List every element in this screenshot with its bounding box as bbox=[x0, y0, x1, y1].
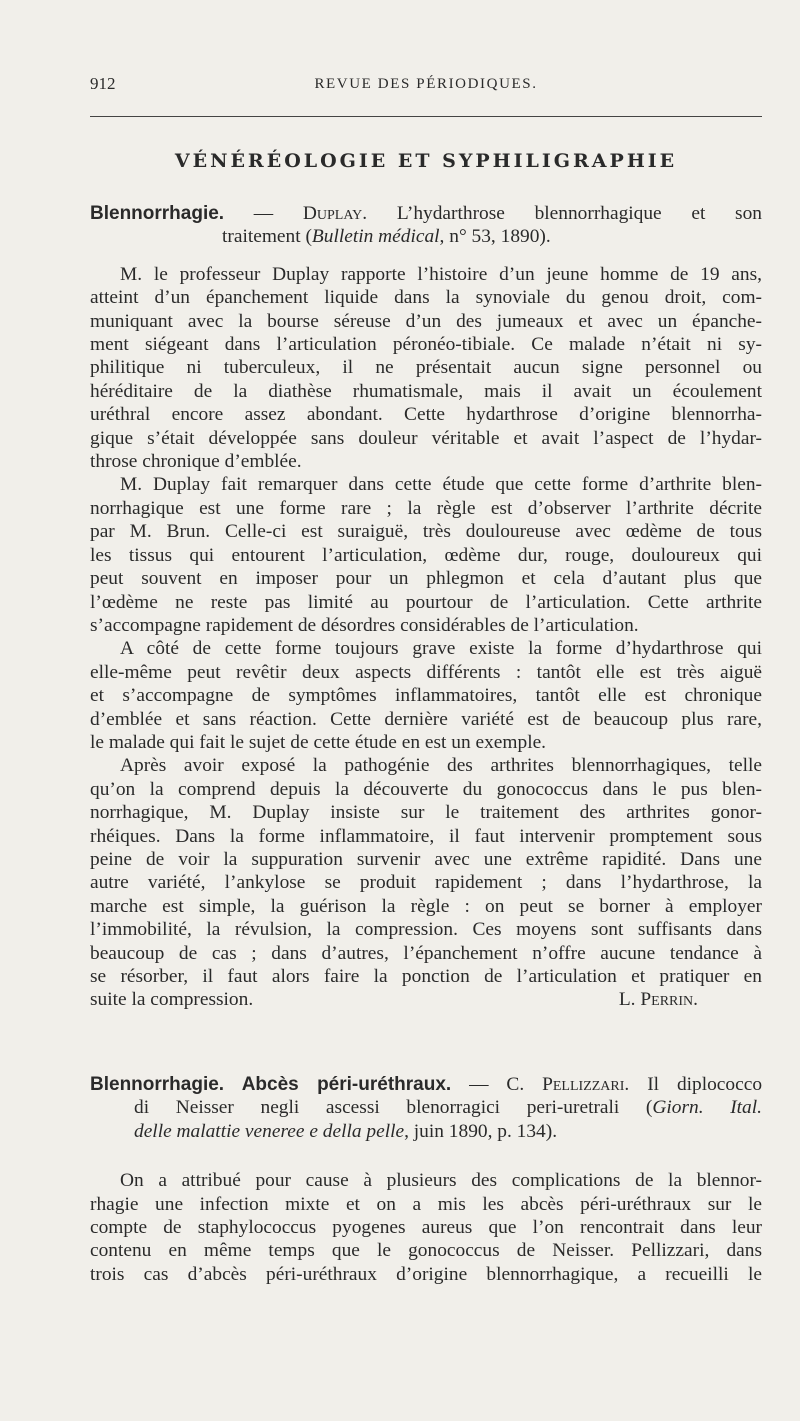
page-number: 912 bbox=[90, 74, 116, 93]
text-line: norrhagique est une forme rare ; la règle est d’observer l’arthrite décrite bbox=[90, 497, 762, 519]
text-line: suite la compression. bbox=[90, 989, 254, 1011]
article-pellizzari-title-3b: , juin 1890, p. 134). bbox=[404, 1120, 558, 1142]
article-pellizzari bbox=[90, 1073, 762, 1286]
text-line: trois cas d’abcès péri-uréthraux d’origine blennorrhagique, a recueilli le bbox=[90, 1263, 762, 1285]
article-duplay-journal: Bulletin médical bbox=[311, 226, 440, 248]
text-line: le malade qui fait le sujet de cette étude en est un exemple. bbox=[90, 731, 547, 753]
text-line: se résorber, il faut alors faire la ponction de l’articulation et pratiquer en bbox=[90, 966, 762, 987]
article-pellizzari-title-line-1 bbox=[90, 1073, 762, 1096]
text-line: par M. Brun. Celle-ci est suraiguë, très douloureuse avec œdème de tous bbox=[90, 521, 762, 543]
text-line: atteint d’un épanchement liquide dans la synoviale du genou droit, com- bbox=[90, 287, 762, 309]
header-rule bbox=[90, 116, 762, 117]
text-line: muniquant avec la bourse séreuse d’un des jumeaux et avec un épanche- bbox=[90, 310, 762, 332]
text-line: M. Duplay fait remarquer dans cette étude que cette forme d’arthrite blen- bbox=[120, 474, 762, 496]
text-line: ment siégeant dans l’articulation péronéo-tibiale. Ce malade n’était ni sy- bbox=[90, 334, 762, 356]
text-line: contenu en même temps que le gonococcus de Neisser. Pellizzari, dans bbox=[90, 1240, 762, 1262]
text-line: A côté de cette forme toujours grave existe la forme d’hydarthrose qui bbox=[120, 638, 762, 660]
article-duplay-heading-block bbox=[90, 202, 762, 249]
text-line: elle-même peut revêtir deux aspects différents : tantôt elle est très aiguë bbox=[90, 661, 762, 683]
article-pellizzari-title-line-2 bbox=[90, 1096, 762, 1119]
text-line: les tissus qui entourent l’articulation, œdème dur, rouge, douloureux qui bbox=[90, 544, 762, 566]
text-line: uréthral encore assez abondant. Cette hydarthrose d’origine blennorrha- bbox=[90, 404, 762, 426]
article-duplay-author: Duplay. bbox=[302, 203, 368, 224]
text-line: On a attribué pour cause à plusieurs des complications de la blennor- bbox=[120, 1170, 762, 1192]
article-duplay-title-1: L’hydarthrose blennorrhagique et son bbox=[396, 203, 762, 224]
text-line: compte de staphylococcus pyogenes aureus que l’on rencontrait dans leur bbox=[90, 1217, 762, 1239]
text-line: gique s’était développée sans douleur véritable et avait l’aspect de l’hydar- bbox=[90, 427, 762, 449]
text-line: marche est simple, la guérison la règle : on peut se borner à employer bbox=[90, 895, 762, 917]
text-line: et s’accompagne de symptômes inflammatoires, tantôt elle est chronique bbox=[90, 685, 762, 707]
text-line: l’immobilité, la révulsion, la compression. Ces moyens sont suffisants dans bbox=[90, 919, 762, 941]
article-pellizzari-author: C. Pellizzari. bbox=[506, 1074, 630, 1095]
text-line: throse chronique d’emblée. bbox=[90, 451, 302, 473]
text-line: d’emblée et sans réaction. Cette dernière variété est de beaucoup plus rare, bbox=[90, 708, 762, 730]
text-line: beaucoup de cas ; dans d’autres, l’épanchement n’offre aucune tendance à bbox=[90, 942, 762, 964]
text-line: Après avoir exposé la pathogénie des arthrites blennorrhagiques, telle bbox=[120, 755, 762, 777]
dash: — bbox=[253, 203, 274, 224]
signature: L. Perrin. bbox=[618, 989, 698, 1011]
article-pellizzari-title-2a: di Neisser negli ascessi blenorragici peri-uretrali ( bbox=[134, 1097, 653, 1119]
article-duplay-title-2b: , n° 53, 1890). bbox=[439, 226, 551, 248]
text-line: peut souvent en imposer pour un phlegmon et cela d’autant plus que bbox=[90, 568, 762, 590]
article-pellizzari-journal: Giorn. Ital. bbox=[652, 1097, 762, 1119]
text-line: rhagie une infection mixte et on a mis les abcès péri-uréthraux sur le bbox=[90, 1193, 762, 1215]
text-line: norrhagique, M. Duplay insiste sur le traitement des arthrites gonor- bbox=[90, 802, 762, 824]
section-title: VÉNÉRÉOLOGIE ET SYPHILIGRAPHIE bbox=[174, 150, 678, 172]
article-duplay bbox=[90, 202, 762, 1012]
article-duplay-title-line-2 bbox=[90, 225, 762, 248]
text-line: héréditaire de la diathèse rhumatismale, mais il avait un écoulement bbox=[90, 380, 762, 402]
article-pellizzari-journal-cont: delle malattie veneree e della pelle bbox=[134, 1120, 405, 1142]
article-duplay-text bbox=[90, 263, 762, 1012]
article-duplay-title-2a: traitement ( bbox=[222, 226, 312, 248]
page-header bbox=[90, 74, 762, 100]
article-pellizzari-heading-block bbox=[90, 1073, 762, 1143]
text-line: qu’on la comprend depuis la découverte du gonococcus dans le pus blen- bbox=[90, 778, 762, 800]
article-duplay-heading: Blennorrhagie. bbox=[90, 203, 225, 224]
text-line: s’accompagne rapidement de désordres considérables de l’articulation. bbox=[90, 614, 639, 636]
dash: — bbox=[469, 1074, 489, 1095]
text-line: peine de voir la suppuration survenir avec une extrême rapidité. Dans une bbox=[90, 848, 762, 870]
article-pellizzari-text bbox=[90, 1169, 762, 1286]
text-line: autre variété, l’ankylose se produit rapidement ; dans l’hydarthrose, la bbox=[90, 872, 762, 894]
article-pellizzari-heading: Blennorrhagie. Abcès péri-uréthraux. bbox=[90, 1074, 452, 1095]
text-line: philitique ni tuberculeux, il ne présentait aucun signe personnel ou bbox=[90, 357, 762, 379]
article-pellizzari-title-line-3 bbox=[90, 1120, 762, 1143]
article-pellizzari-title-1: Il diplococco bbox=[647, 1074, 763, 1095]
text-line: M. le professeur Duplay rapporte l’histoire d’un jeune homme de 19 ans, bbox=[120, 263, 762, 285]
text-line: l’œdème ne reste pas limité au pourtour de l’articulation. Cette arthrite bbox=[90, 591, 762, 613]
running-title: REVUE DES PÉRIODIQUES. bbox=[314, 76, 538, 92]
article-duplay-title-line-1 bbox=[90, 202, 762, 225]
text-line: rhéiques. Dans la forme inflammatoire, il faut intervenir promptement sous bbox=[90, 825, 762, 847]
closing-line bbox=[90, 988, 762, 1011]
